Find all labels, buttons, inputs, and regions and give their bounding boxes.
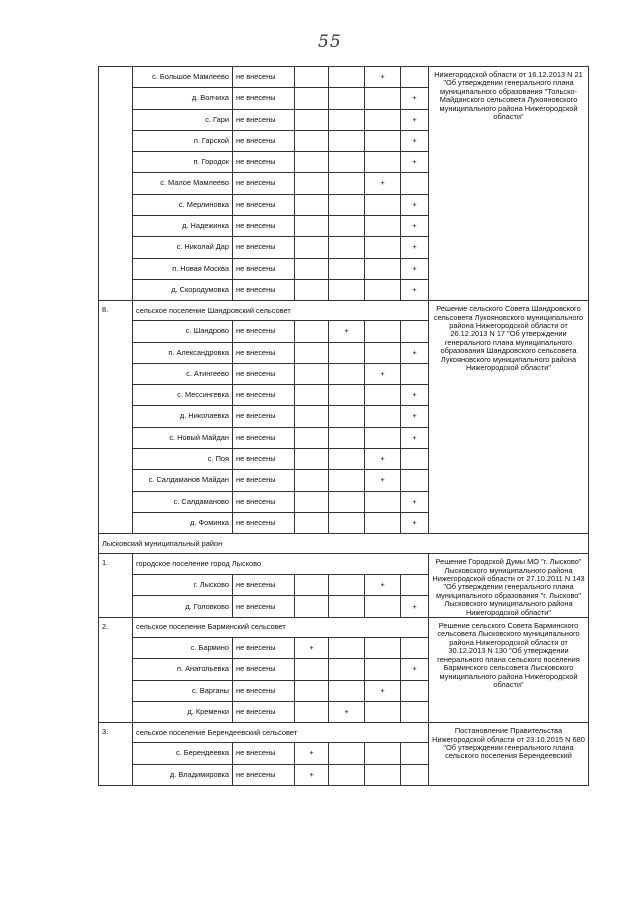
mark-cell <box>365 258 401 279</box>
mark-cell <box>329 596 365 618</box>
plus-mark: + <box>401 109 429 130</box>
locality-name: д. Николаевка <box>133 406 233 427</box>
mark-cell <box>295 237 329 258</box>
mark-cell <box>329 67 365 88</box>
changes-status: не внесены <box>233 216 295 237</box>
plus-mark: + <box>295 638 329 659</box>
mark-cell <box>329 342 365 363</box>
settlement-number: 1. <box>99 554 133 618</box>
mark-cell <box>365 385 401 406</box>
changes-status: не внесены <box>233 321 295 342</box>
mark-cell <box>365 701 401 722</box>
plus-mark: + <box>401 258 429 279</box>
plus-mark: + <box>365 363 401 384</box>
plus-mark: + <box>401 279 429 300</box>
mark-cell <box>365 321 401 342</box>
changes-status: не внесены <box>233 385 295 406</box>
mark-cell <box>401 470 429 491</box>
plus-mark: + <box>365 680 401 701</box>
mark-cell <box>295 363 329 384</box>
approval-document: Решение сельского Совета Барминского сельсовета Лысковского муниципального района Нижегородской области от 30.12.2013 N 130 "Об утверждении генерального плана сельского поселения Барминского сельсовета Лысковского муниципального района Нижегородской области" <box>429 618 589 723</box>
mark-cell <box>295 216 329 237</box>
mark-cell <box>295 427 329 448</box>
plus-mark: + <box>401 130 429 151</box>
changes-status: не внесены <box>233 109 295 130</box>
changes-status: не внесены <box>233 449 295 470</box>
plus-mark: + <box>329 701 365 722</box>
changes-status: не внесены <box>233 194 295 215</box>
settlements-table <box>98 66 589 786</box>
plus-mark: + <box>329 321 365 342</box>
settlement-number <box>99 67 133 301</box>
mark-cell <box>329 385 365 406</box>
mark-cell <box>329 173 365 194</box>
locality-row <box>99 67 589 88</box>
mark-cell <box>295 574 329 596</box>
mark-cell <box>365 406 401 427</box>
mark-cell <box>401 67 429 88</box>
mark-cell <box>365 638 401 659</box>
mark-cell <box>295 406 329 427</box>
mark-cell <box>365 764 401 785</box>
mark-cell <box>365 88 401 109</box>
locality-name: п. Гарской <box>133 130 233 151</box>
mark-cell <box>295 67 329 88</box>
mark-cell <box>329 109 365 130</box>
plus-mark: + <box>401 88 429 109</box>
mark-cell <box>365 659 401 680</box>
changes-status: не внесены <box>233 512 295 533</box>
plus-mark: + <box>295 764 329 785</box>
plus-mark: + <box>401 512 429 533</box>
changes-status: не внесены <box>233 406 295 427</box>
locality-name: с. Мессингевка <box>133 385 233 406</box>
plus-mark: + <box>401 342 429 363</box>
plus-mark: + <box>401 427 429 448</box>
mark-cell <box>295 470 329 491</box>
mark-cell <box>365 130 401 151</box>
plus-mark: + <box>401 596 429 618</box>
mark-cell <box>329 406 365 427</box>
settlement-name: сельское поселение Берендеевский сельсовет <box>133 723 429 743</box>
changes-status: не внесены <box>233 470 295 491</box>
changes-status: не внесены <box>233 152 295 173</box>
mark-cell <box>295 109 329 130</box>
mark-cell <box>329 449 365 470</box>
mark-cell <box>365 109 401 130</box>
locality-name: с. Варганы <box>133 680 233 701</box>
mark-cell <box>365 237 401 258</box>
changes-status: не внесены <box>233 130 295 151</box>
mark-cell <box>329 279 365 300</box>
mark-cell <box>401 173 429 194</box>
mark-cell <box>329 130 365 151</box>
plus-mark: + <box>365 449 401 470</box>
locality-name: с. Малое Мамлеево <box>133 173 233 194</box>
plus-mark: + <box>401 216 429 237</box>
locality-name: с. Большое Мамлеево <box>133 67 233 88</box>
changes-status: не внесены <box>233 67 295 88</box>
mark-cell <box>329 258 365 279</box>
changes-status: не внесены <box>233 638 295 659</box>
mark-cell <box>401 680 429 701</box>
mark-cell <box>329 237 365 258</box>
changes-status: не внесены <box>233 743 295 764</box>
locality-name: п. Городок <box>133 152 233 173</box>
locality-name: с. Николай Дар <box>133 237 233 258</box>
mark-cell <box>295 385 329 406</box>
settlement-number: 8. <box>99 301 133 534</box>
plus-mark: + <box>365 67 401 88</box>
mark-cell <box>365 194 401 215</box>
changes-status: не внесены <box>233 764 295 785</box>
mark-cell <box>295 173 329 194</box>
mark-cell <box>365 512 401 533</box>
mark-cell <box>295 701 329 722</box>
changes-status: не внесены <box>233 701 295 722</box>
mark-cell <box>295 512 329 533</box>
mark-cell <box>295 680 329 701</box>
mark-cell <box>329 512 365 533</box>
approval-document: Решение сельского Совета Шандровского сельсовета Лукояновского муниципального района Нижегородской области от 26.12.2013 N 17 "Об утверждении генерального плана муниципального образования Шандровского сельсовета Лукояновского муниципального района Нижегородской области" <box>429 301 589 534</box>
approval-document: Постановление Правительства Нижегородской области от 23.10.2015 N 680 "Об утверждении генерального плана сельского поселения Берендеевский <box>429 723 589 786</box>
mark-cell <box>329 743 365 764</box>
plus-mark: + <box>401 152 429 173</box>
locality-name: д. Скородумовка <box>133 279 233 300</box>
mark-cell <box>295 342 329 363</box>
mark-cell <box>329 470 365 491</box>
locality-name: с. Шандрово <box>133 321 233 342</box>
locality-name: д. Надежинка <box>133 216 233 237</box>
mark-cell <box>295 194 329 215</box>
locality-name: д. Владимировка <box>133 764 233 785</box>
changes-status: не внесены <box>233 237 295 258</box>
locality-name: д. Фоминка <box>133 512 233 533</box>
changes-status: не внесены <box>233 680 295 701</box>
plus-mark: + <box>401 385 429 406</box>
mark-cell <box>365 152 401 173</box>
locality-name: с. Салдаманово <box>133 491 233 512</box>
changes-status: не внесены <box>233 659 295 680</box>
mark-cell <box>401 743 429 764</box>
mark-cell <box>365 279 401 300</box>
changes-status: не внесены <box>233 88 295 109</box>
locality-name: с. Атингеево <box>133 363 233 384</box>
changes-status: не внесены <box>233 427 295 448</box>
mark-cell <box>401 764 429 785</box>
mark-cell <box>329 216 365 237</box>
plus-mark: + <box>401 659 429 680</box>
locality-name: п. Анатольевка <box>133 659 233 680</box>
changes-status: не внесены <box>233 363 295 384</box>
mark-cell <box>295 258 329 279</box>
mark-cell <box>329 574 365 596</box>
mark-cell <box>295 491 329 512</box>
mark-cell <box>329 152 365 173</box>
mark-cell <box>295 130 329 151</box>
mark-cell <box>365 596 401 618</box>
mark-cell <box>401 701 429 722</box>
mark-cell <box>295 659 329 680</box>
settlement-row <box>99 301 589 321</box>
mark-cell <box>401 574 429 596</box>
locality-name: с. Новый Майдан <box>133 427 233 448</box>
district-title: Лысковский муниципальный район <box>99 534 589 554</box>
settlement-row <box>99 723 589 743</box>
changes-status: не внесены <box>233 491 295 512</box>
locality-name: с. Поя <box>133 449 233 470</box>
locality-name: с. Бармино <box>133 638 233 659</box>
locality-name: п. Александровка <box>133 342 233 363</box>
locality-name: п. Новая Москва <box>133 258 233 279</box>
mark-cell <box>365 427 401 448</box>
approval-document: Нижегородской области от 16.12.2013 N 21 "Об утверждении генерального плана муниципального образования "Тольско-Майданского сельсовета Лукояновского муниципального района Нижегородской области" <box>429 67 589 301</box>
changes-status: не внесены <box>233 258 295 279</box>
mark-cell <box>329 659 365 680</box>
locality-name: д. Волчиха <box>133 88 233 109</box>
mark-cell <box>365 342 401 363</box>
mark-cell <box>329 491 365 512</box>
mark-cell <box>401 363 429 384</box>
locality-name: с. Салдаманов Майдан <box>133 470 233 491</box>
changes-status: не внесены <box>233 574 295 596</box>
locality-name: с. Берендеевка <box>133 743 233 764</box>
changes-status: не внесены <box>233 173 295 194</box>
mark-cell <box>295 152 329 173</box>
approval-document: Решение Городской Думы МО "г. Лысково" Лысковского муниципального района Нижегородской области от 27.10.2011 N 143 "Об утверждении генерального плана муниципального образования "г. Лысково" Лысковского муниципального района Нижегородской области" <box>429 554 589 618</box>
plus-mark: + <box>295 743 329 764</box>
mark-cell <box>329 638 365 659</box>
page-number: 55 <box>318 32 342 52</box>
locality-name: д. Головково <box>133 596 233 618</box>
mark-cell <box>295 596 329 618</box>
plus-mark: + <box>401 237 429 258</box>
locality-name: с. Мерлиновка <box>133 194 233 215</box>
plus-mark: + <box>401 194 429 215</box>
mark-cell <box>401 449 429 470</box>
settlement-name: сельское поселение Шандровский сельсовет <box>133 301 429 321</box>
mark-cell <box>401 638 429 659</box>
locality-name: г. Лысково <box>133 574 233 596</box>
mark-cell <box>295 279 329 300</box>
mark-cell <box>329 680 365 701</box>
mark-cell <box>329 427 365 448</box>
plus-mark: + <box>365 574 401 596</box>
mark-cell <box>295 321 329 342</box>
settlement-number: 2. <box>99 618 133 723</box>
plus-mark: + <box>401 491 429 512</box>
mark-cell <box>365 743 401 764</box>
settlement-row <box>99 618 589 638</box>
mark-cell <box>365 491 401 512</box>
locality-name: с. Гари <box>133 109 233 130</box>
plus-mark: + <box>365 173 401 194</box>
mark-cell <box>329 363 365 384</box>
mark-cell <box>295 449 329 470</box>
mark-cell <box>329 88 365 109</box>
mark-cell <box>295 88 329 109</box>
mark-cell <box>329 764 365 785</box>
settlement-row <box>99 554 589 574</box>
locality-name: д. Кременки <box>133 701 233 722</box>
changes-status: не внесены <box>233 596 295 618</box>
changes-status: не внесены <box>233 279 295 300</box>
mark-cell <box>401 321 429 342</box>
settlement-name: сельское поселение Барминский сельсовет <box>133 618 429 638</box>
settlement-number: 3. <box>99 723 133 786</box>
mark-cell <box>329 194 365 215</box>
plus-mark: + <box>401 406 429 427</box>
settlement-name: городское поселение город Лысково <box>133 554 429 574</box>
mark-cell <box>365 216 401 237</box>
plus-mark: + <box>365 470 401 491</box>
changes-status: не внесены <box>233 342 295 363</box>
district-row <box>99 534 589 554</box>
